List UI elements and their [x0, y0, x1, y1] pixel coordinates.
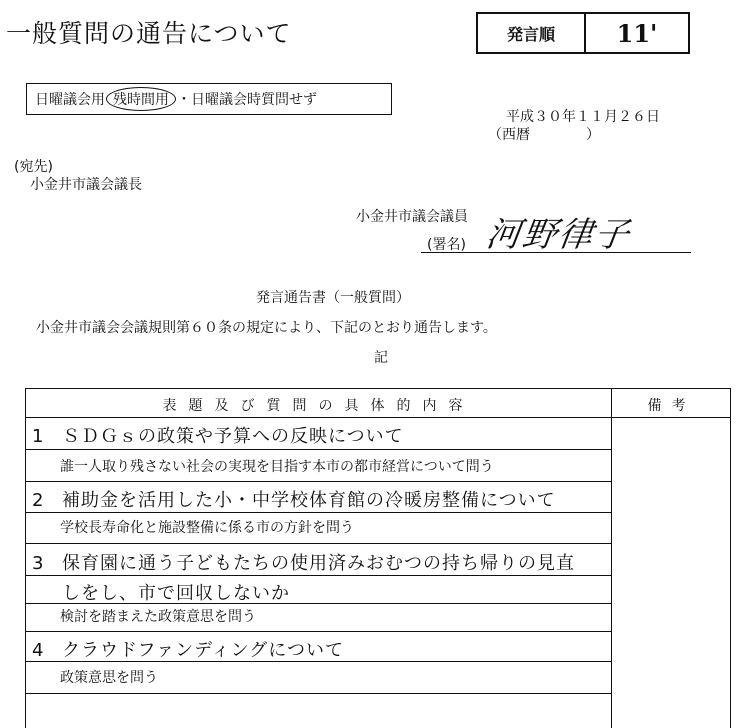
- speaking-order-box: [476, 12, 690, 54]
- question-detail-2: 学校長寿命化と施設整備に係る市の方針を問う: [60, 520, 354, 536]
- handwritten-signature: 河野律子: [483, 215, 634, 255]
- member-title: 小金井市議会議員: [356, 209, 468, 225]
- notice-text: 小金井市議会会議規則第６０条の規定により、下記のとおり通告します。: [36, 320, 497, 336]
- option-no-question: ・日曜議会時質問せず: [177, 92, 317, 108]
- table-header: [26, 389, 730, 418]
- question-detail-3: 検討を踏まえた政策意思を問う: [60, 609, 256, 625]
- header-content: 表題及び質問の具体的内容: [162, 398, 475, 414]
- speaking-order-label: 発言順: [478, 14, 586, 52]
- question-item-1: 1 ＳＤＧｓの政策や予算への反映について: [32, 426, 404, 447]
- question-item-4: 4 クラウドファンディングについて: [32, 640, 344, 661]
- ki-label: 記: [374, 350, 388, 366]
- speaking-order-number: 11': [616, 18, 658, 48]
- addressee-name: 小金井市議会議長: [30, 177, 142, 193]
- option-sunday: 日曜議会用: [35, 92, 105, 108]
- question-item-3: 3 保育園に通う子どもたちの使用済みおむつの持ち帰りの見直: [32, 553, 575, 574]
- option-remaining-time-circled: 残時間用: [106, 87, 176, 111]
- question-item-2: 2 補助金を活用した小・中学校体育館の冷暖房整備について: [32, 490, 556, 511]
- question-detail-1: 誰一人取り残さない社会の実現を目指す本市の都市経営について問う: [60, 459, 494, 475]
- signature-label: (署名): [427, 237, 466, 253]
- question-detail-4: 政策意思を問う: [60, 670, 158, 686]
- column-divider: [611, 389, 612, 728]
- question-table: [25, 388, 731, 728]
- submission-date: 平成３０年１１月２６日: [506, 109, 660, 125]
- document-title: 発言通告書（一般質問）: [256, 290, 410, 306]
- question-item-3-continued: しをし、市で回収しないか: [62, 583, 290, 604]
- signature-line: [421, 252, 691, 253]
- western-era-date: （西暦 ）: [488, 127, 600, 143]
- header-remarks: 備考: [647, 398, 696, 414]
- session-option-box: [26, 83, 392, 115]
- page-title: 一般質問の通告について: [6, 19, 292, 48]
- addressee-label: (宛先): [14, 159, 53, 175]
